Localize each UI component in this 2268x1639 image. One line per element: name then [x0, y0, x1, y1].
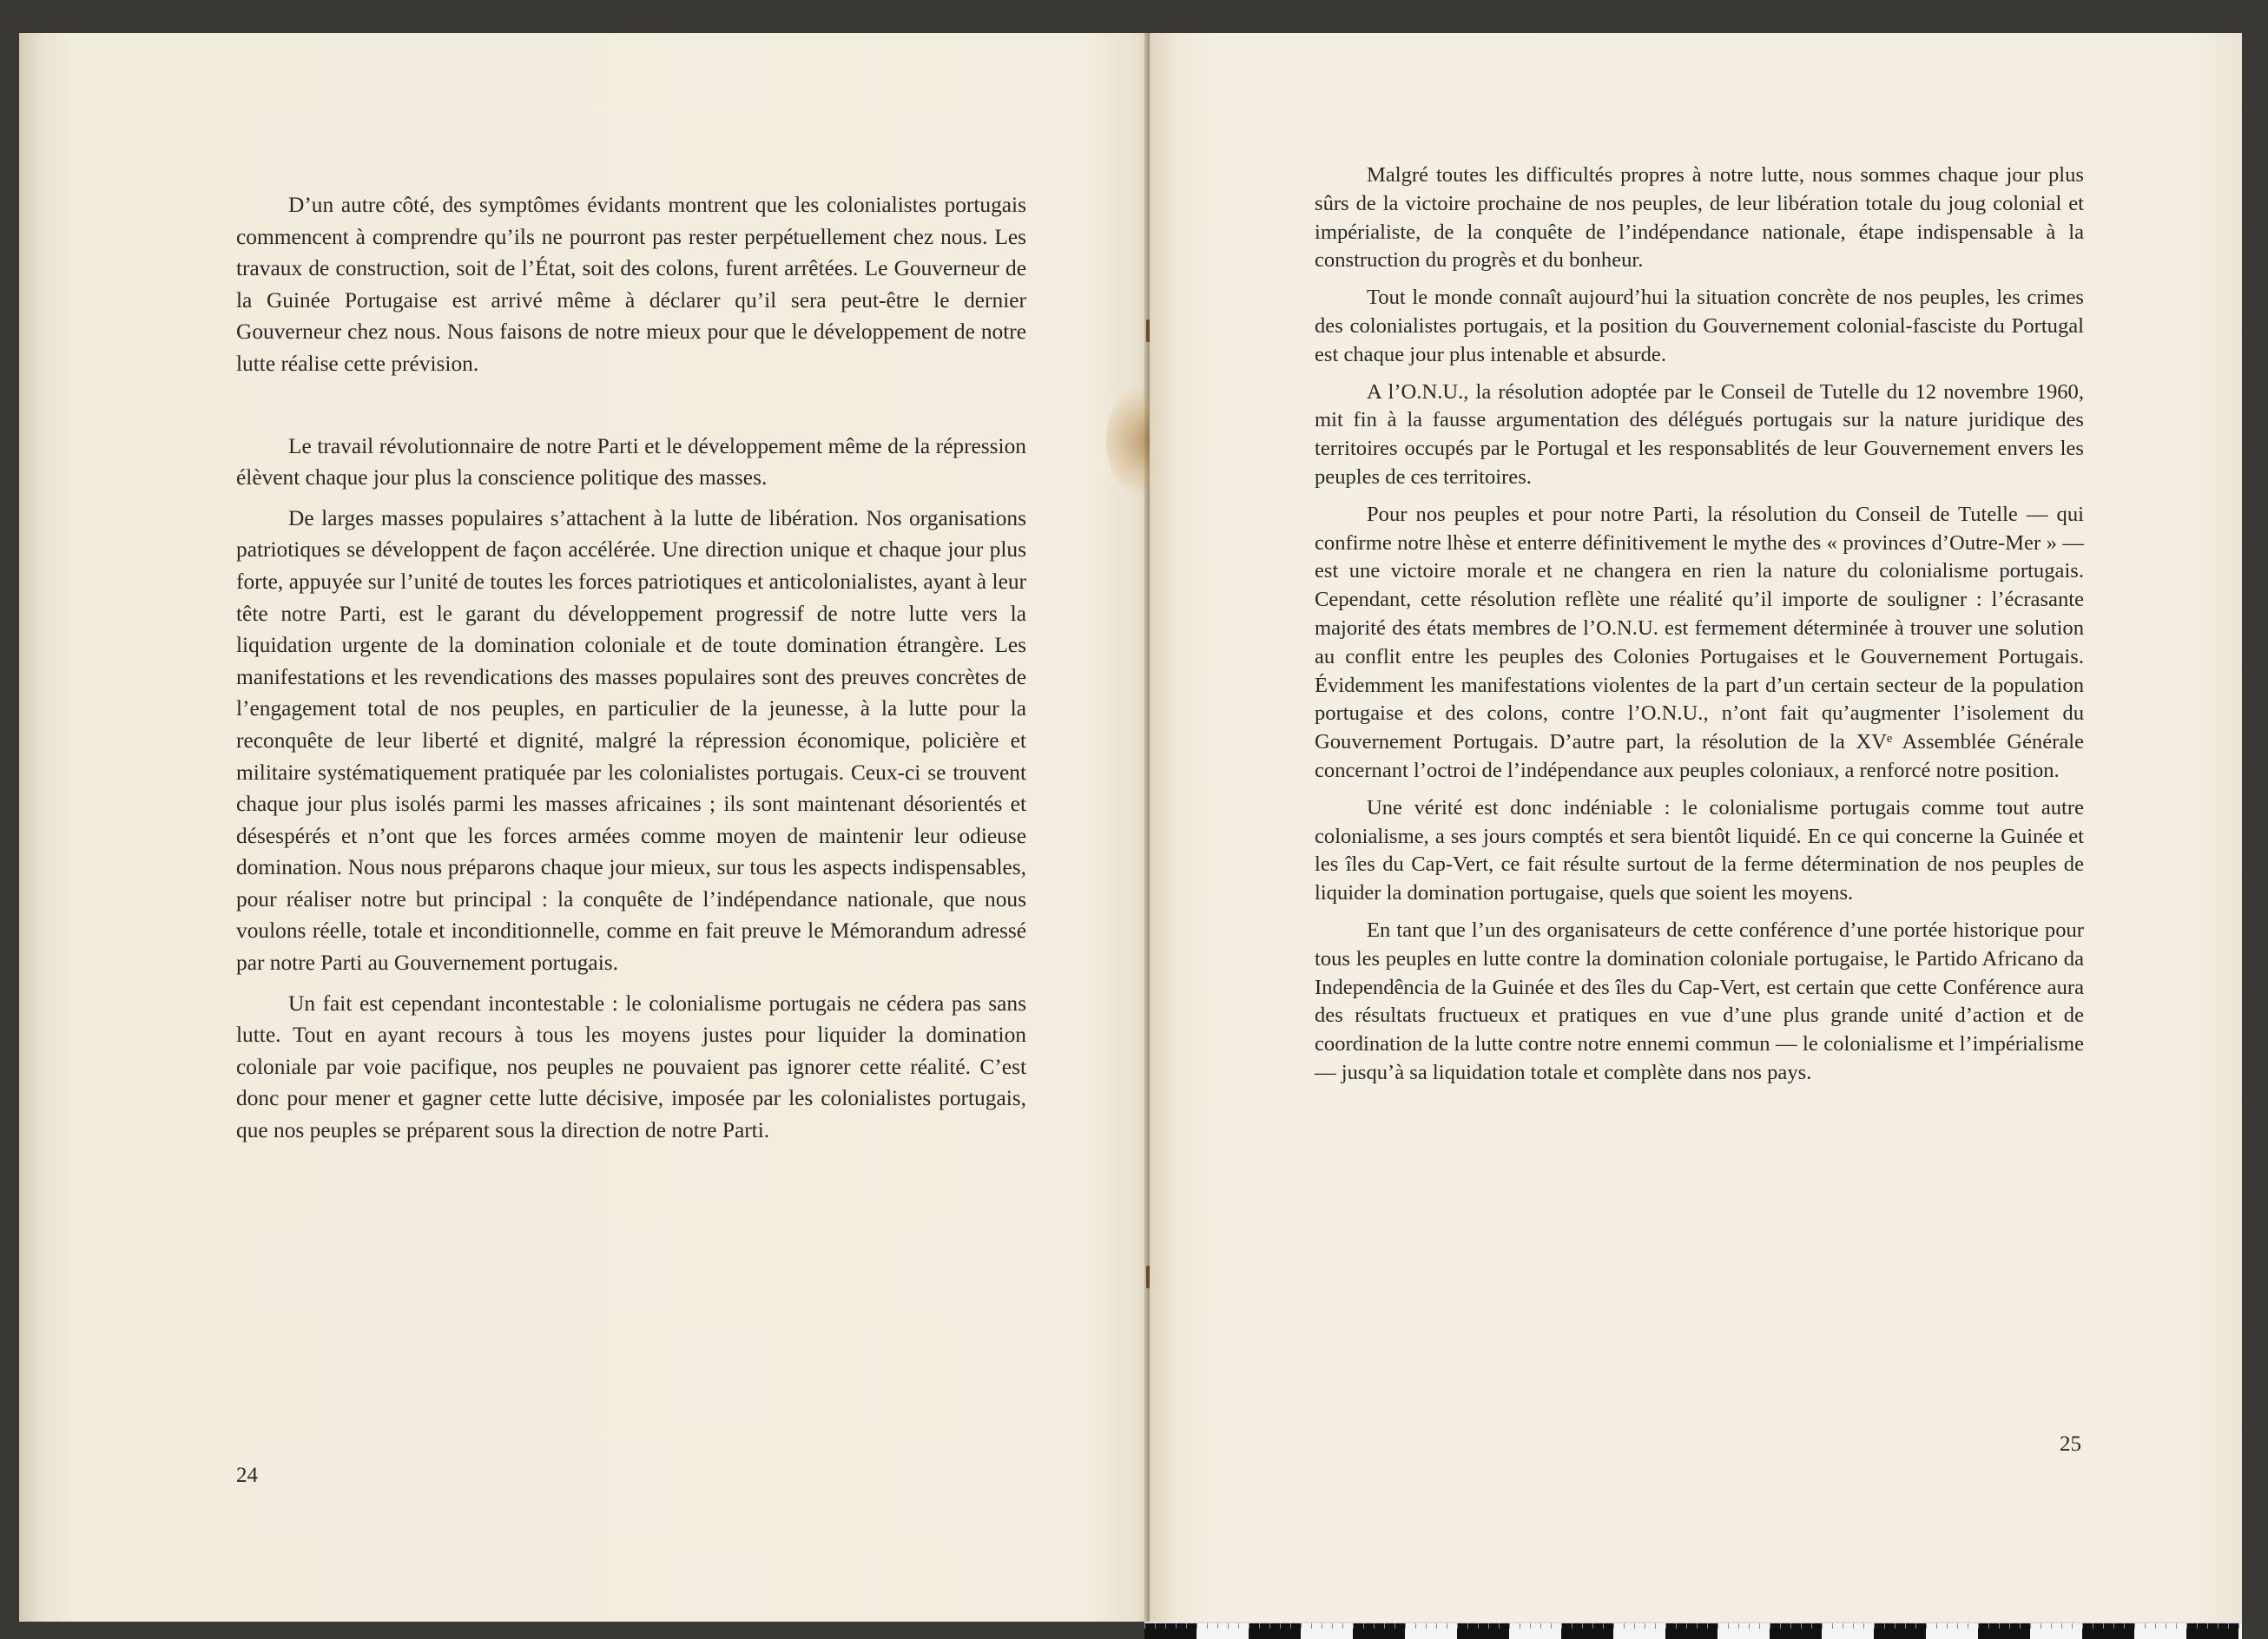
- page-number: 24: [236, 1464, 258, 1487]
- paragraph: Une vérité est donc indéniable : le colonialisme portugais comme tout autre colonialisme, a ses jours comptés et sera bientôt liquidé. En ce qui concerne la Guinée et les îles du Cap-Vert, ce fait résulte surtout de la ferme détermination de nos peuples de liquider la domination portugaise, quels que soient les moyens.: [1315, 795, 2084, 905]
- right-page-text: [1315, 161, 2084, 1088]
- ruler-ticks: [1144, 1623, 2242, 1629]
- page-number: 25: [2060, 1432, 2081, 1456]
- paragraph: A l’O.N.U., la résolution adoptée par le Conseil de Tutelle du 12 novembre 1960, mit fin à la fausse argumentation des délégués portugais sur la nature juridique des territoires occupés par le Portugal et les responsablités de leur Gouvernement envers les peuples de ces territoires.: [1315, 379, 2084, 489]
- paragraph: Tout le monde connaît aujourd’hui la situation concrète de nos peuples, les crimes des colonialistes portugais, et la position du Gouvernement colonial-fasciste du Portugal est chaque jour plus intenable et absurde.: [1315, 286, 2084, 366]
- paragraph: Malgré toutes les difficultés propres à notre lutte, nous sommes chaque jour plus sûrs de la victoire prochaine de nos peuples, de leur libération totale du joug colonial et impérialiste, de la conquête de l’indépendance nationale, étape indispensable à la construction du progrès et du bonheur.: [1315, 163, 2084, 273]
- paragraph: En tant que l’un des organisateurs de cette conférence d’une portée historique pour tous les peuples en lutte contre la domination coloniale portugaise, le Partido Africano da Independência de la Guinée et des îles du Cap-Vert, est certain que cette Conférence aura des résultats fructueux et pratiques en vue d’une plus grande unité d’action et de coordination de la lutte contre notre ennemi commun — le colonialisme et l’impérialisme — jusqu’à sa liquidation totale et complète dans nos pays.: [1315, 918, 2084, 1084]
- paragraph: D’un autre côté, des symptômes évidants montrent que les colonialistes portugais commencent à comprendre qu’ils ne pourront pas rester perpétuellement chez nous. Les travaux de construction, soit de l’État, soit des colons, furent arrêtées. Le Gouverneur de la Guinée Portugaise est arrivé même à déclarer qu’il sera peut-être le dernier Gouverneur chez nous. Nous faisons de notre mieux pour que le développement de notre lutte réalise cette prévision.: [236, 193, 1026, 376]
- book-spread: [19, 33, 2242, 1622]
- left-page: [19, 33, 1148, 1622]
- paragraph: De larges masses populaires s’attachent à la lutte de libération. Nos organisations patriotiques se développent de façon accélérée. Une direction unique et chaque jour plus forte, appuyée sur l’unité de toutes les forces patriotiques et anticolonialistes, ayant à leur tête notre Parti, est le garant du développement progressif de notre lutte vers la liquidation urgente de la domination coloniale et de toute domination étrangère. Les manifestations et les revendications des masses populaires sont des preuves concrètes de l’engagement total de nos peuples, en particulier de la jeunesse, à la lutte pour la reconquête de leur liberté et dignité, malgré la répression économique, policière et militaire systématiquement pratiquée par les colonialistes portugais. Ceux-ci se trouvent chaque jour plus isolés parmi les masses africaines ; ils sont maintenant désorientés et désespérés et n’ont que les forces armées comme moyen de maintenir leur odieuse domination. Nous nous préparons chaque jour mieux, sur tous les aspects indispensables, pour réaliser notre but principal : la conquête de l’indépendance nationale, que nous voulons réelle, totale et inconditionnelle, comme en fait preuve le Mémorandum adressé par notre Parti au Gouvernement portugais.: [236, 505, 1026, 976]
- left-page-text: [236, 189, 1026, 1147]
- paragraph: Un fait est cependant incontestable : le colonialisme portugais ne cédera pas sans lutte. Tout en ayant recours à tous les moyens justes pour liquider la domination coloniale par voie pacifique, nos peuples ne pouvaient pas ignorer cette réalité. C’est donc pour mener et gagner cette lutte décisive, imposée par les colonialistes portugais, que nos peuples se préparent sous la direction de notre Parti.: [236, 991, 1026, 1143]
- right-page: [1150, 33, 2242, 1622]
- paragraph: Le travail révolutionnaire de notre Parti et le développement même de la répression élèvent chaque jour plus la conscience politique des masses.: [236, 433, 1026, 490]
- paragraph: Pour nos peuples et pour notre Parti, la résolution du Conseil de Tutelle — qui confirme notre lhèse et enterre définitivement le mythe des « provinces d’Outre-Mer » — est une victoire morale et ne changera en rien la nature du colonialisme portugais. Cependant, cette résolution reflète une réalité qu’il importe de souligner : l’écrasante majorité des états membres de l’O.N.U. est fermement déterminée à trouver une solution au conflit entre les peuples des Colonies Portugaises et le Gouvernement Portugais. Évidemment les manifestations violentes de la part d’un certain secteur de la population portugaise et des colons, contre l’O.N.U., n’ont fait qu’augmenter l’isolement du Gouvernement Portugais. D’autre part, la résolution de la XVᵉ Assemblée Générale concernant l’octroi de l’indépendance aux peuples coloniaux, a renforcé notre position.: [1315, 502, 2084, 782]
